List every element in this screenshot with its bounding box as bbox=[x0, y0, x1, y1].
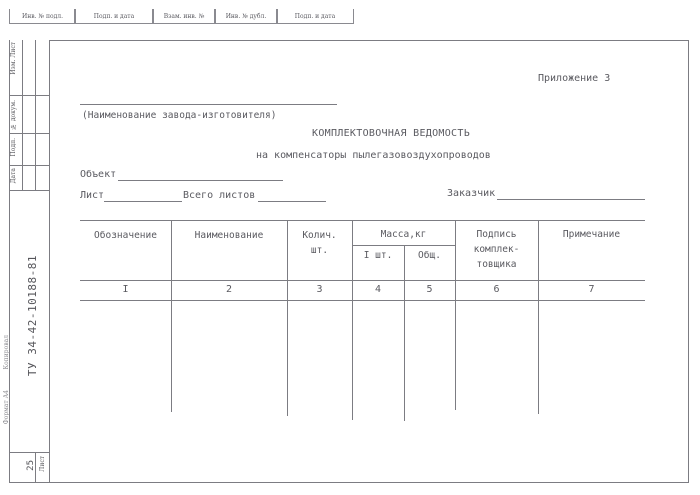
strip-row-line bbox=[9, 165, 49, 166]
customer-field-line[interactable] bbox=[497, 199, 645, 200]
column-number: 2 bbox=[225, 284, 233, 295]
frame-top-line bbox=[49, 40, 689, 41]
customer-label: Заказчик bbox=[447, 188, 496, 199]
sheet-label: Лист bbox=[39, 456, 46, 472]
strip-label-podp: Подп. bbox=[10, 138, 17, 157]
strip-row-line bbox=[9, 190, 49, 191]
stamp-label: Инв. № подл. bbox=[21, 12, 64, 20]
format-label: Формат А4 bbox=[3, 390, 10, 425]
col-divider-4 bbox=[404, 245, 405, 421]
manufacturer-line bbox=[80, 104, 337, 105]
frame-right-line bbox=[688, 40, 689, 483]
column-number: 3 bbox=[316, 284, 323, 295]
stamp-label: Инв. № дубл. bbox=[225, 12, 267, 20]
doc-code: ТУ 34-42-10188-81 bbox=[26, 255, 39, 377]
table-header-line bbox=[80, 280, 645, 281]
column-number: 7 bbox=[588, 284, 595, 295]
object-field-line[interactable] bbox=[118, 180, 283, 181]
stamp-cell-podp-data-2 bbox=[276, 9, 354, 24]
sheet-field-line[interactable] bbox=[104, 201, 182, 202]
manufacturer-caption: (Наименование завода-изготовителя) bbox=[82, 110, 277, 121]
header-mass-unit: I шт. bbox=[363, 250, 393, 261]
column-number: I bbox=[122, 284, 129, 295]
table-top-line bbox=[80, 220, 645, 221]
stamp-label: Подп. и дата bbox=[93, 12, 135, 20]
col-divider-6 bbox=[538, 220, 539, 414]
appendix-label: Приложение 3 bbox=[538, 73, 611, 84]
strip-col-line bbox=[35, 40, 36, 190]
stamp-cell-vzam-inv bbox=[152, 9, 216, 24]
strip-col-line bbox=[22, 40, 23, 190]
header-mass: Масса,кг bbox=[380, 229, 427, 240]
total-sheets-field-line[interactable] bbox=[258, 201, 326, 202]
document-subtitle: на компенсаторы пылегазовоздухопроводов bbox=[256, 150, 491, 161]
header-name: Наименование bbox=[194, 230, 264, 241]
strip-row-line bbox=[9, 133, 49, 134]
sheet-field-label: Лист bbox=[80, 190, 105, 201]
header-signature-2: комплек- bbox=[473, 244, 520, 255]
header-mass-total: Общ. bbox=[418, 250, 441, 261]
table-numbers-line bbox=[80, 300, 645, 301]
strip-label-doc: № докум. bbox=[10, 100, 17, 131]
column-number: 5 bbox=[426, 284, 433, 295]
stamp-cell-inv-dubl bbox=[214, 9, 278, 24]
frame-bottom-line bbox=[9, 482, 689, 483]
copied-label: Копировал bbox=[3, 335, 10, 370]
sheet-number: 25 bbox=[26, 460, 36, 471]
strip-row-line bbox=[9, 95, 49, 96]
strip-sheet-line bbox=[9, 452, 49, 453]
column-number: 6 bbox=[493, 284, 500, 295]
col-divider-1 bbox=[171, 220, 172, 412]
header-signature: Подпись bbox=[476, 229, 517, 240]
stamp-label: Подп. и дата bbox=[294, 12, 336, 20]
header-quantity: Колич. bbox=[302, 230, 337, 241]
document-title: КОМПЛЕКТОВОЧНАЯ ВЕДОМОСТЬ bbox=[312, 128, 471, 139]
stamp-cell-inv-podl bbox=[9, 9, 76, 24]
header-quantity-unit: шт. bbox=[310, 245, 329, 256]
header-note: Примечание bbox=[562, 229, 621, 240]
header-designation: Обозначение bbox=[94, 230, 157, 241]
frame-left-line bbox=[49, 40, 50, 483]
stamp-label: Взам. инв. № bbox=[163, 12, 205, 20]
header-signature-3: товщика bbox=[476, 259, 517, 270]
strip-label-date: Дата bbox=[10, 168, 17, 184]
stamp-cell-podp-data bbox=[74, 9, 154, 24]
strip-label-izm: Изм. Лист bbox=[10, 42, 17, 75]
column-number: 4 bbox=[374, 284, 382, 295]
total-sheets-label: Всего листов bbox=[183, 190, 256, 201]
object-label: Объект bbox=[80, 169, 117, 180]
